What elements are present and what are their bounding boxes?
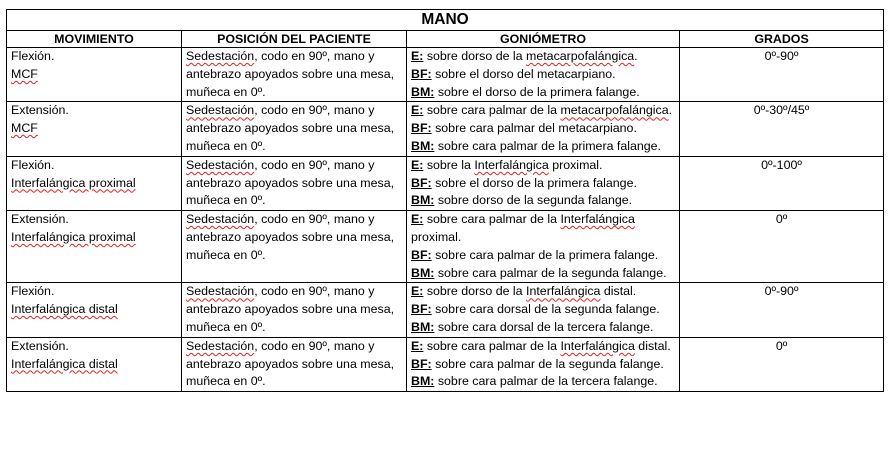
goniometer-term: Interfalángica: [474, 157, 549, 172]
goniometer-text: sobre cara palmar de la tercera falange.: [434, 374, 658, 389]
goniometer-text: sobre cara dorsal de la tercera falange.: [434, 319, 654, 334]
goniometer-text-end: .: [634, 49, 638, 63]
goniometer-term: Interfalángica: [560, 212, 635, 227]
position-keyword: Sedestación: [186, 212, 255, 227]
goniometer-text: sobre cara palmar del metacarpiano.: [431, 121, 637, 136]
movimiento-cell: [7, 211, 182, 283]
goniometer-key: BF:: [411, 247, 432, 262]
goniometer-key: BF:: [411, 356, 432, 371]
goniometer-term: Interfalángica: [560, 338, 635, 353]
goniometer-key: BM:: [411, 138, 435, 153]
goniometer-text: sobre cara palmar de la: [423, 212, 561, 227]
goniometro-cell: [407, 337, 680, 391]
position-keyword: Sedestación: [186, 103, 255, 118]
goniometro-cell: [407, 211, 680, 283]
goniometer-key: BF:: [411, 175, 432, 190]
posicion-cell: [182, 48, 407, 102]
table-row: [7, 156, 884, 210]
goniometer-term: metacarpofalángica: [560, 103, 669, 118]
goniometer-text: sobre cara palmar de la: [423, 103, 561, 118]
goniometer-line: [411, 319, 675, 337]
goniometer-term: Interfalángica: [526, 284, 601, 299]
movimiento-cell: [7, 48, 182, 102]
goniometry-table: [6, 9, 884, 392]
movimiento-cell: [7, 283, 182, 337]
goniometer-text-end: .: [668, 103, 673, 118]
joint-name: MCF: [11, 121, 38, 136]
goniometer-text: sobre dorso de la segunda falange.: [434, 193, 633, 208]
movimiento-cell: [7, 156, 182, 210]
goniometro-cell: [407, 102, 680, 156]
grados-cell: 0º-100º: [680, 156, 884, 210]
header-goniometro: GONIÓMETRO: [407, 31, 680, 48]
header-grados: GRADOS: [680, 31, 884, 48]
table-row: [7, 102, 884, 156]
goniometer-text: sobre cara palmar de la segunda falange.: [431, 356, 664, 371]
goniometer-line: [411, 247, 675, 265]
position-keyword: Sedestación: [186, 157, 255, 172]
goniometer-line: [411, 175, 675, 193]
goniometro-cell: [407, 48, 680, 102]
goniometro-cell: [407, 283, 680, 337]
grados-cell: 0º: [680, 211, 884, 283]
joint-name: Interfalángica distal: [11, 356, 118, 371]
goniometer-text-end: proximal.: [548, 157, 603, 172]
goniometer-term: metacarpofalángica: [526, 49, 635, 63]
posicion-cell: [182, 337, 407, 391]
grados-cell: 0º-90º: [680, 48, 884, 102]
goniometer-text: sobre cara palmar de la primera falange.: [431, 247, 659, 262]
goniometer-text: sobre la: [423, 157, 475, 172]
goniometer-key: BM:: [411, 84, 435, 99]
joint-name: MCF: [11, 66, 38, 81]
goniometer-line: [411, 265, 675, 283]
movement-name: Extensión.: [11, 212, 69, 227]
goniometer-key: E:: [411, 49, 424, 63]
movement-name: Extensión.: [11, 103, 69, 118]
goniometer-key: E:: [411, 284, 424, 299]
header-posicion: POSICIÓN DEL PACIENTE: [182, 31, 407, 48]
goniometer-text-end: distal.: [600, 284, 637, 299]
movement-name: Extensión.: [11, 338, 69, 353]
goniometer-text: sobre cara palmar de la segunda falange.: [434, 265, 667, 280]
table-row: [7, 283, 884, 337]
header-movimiento: MOVIMIENTO: [7, 31, 182, 48]
goniometer-text: sobre el dorso de la primera falange.: [434, 84, 640, 99]
position-text: , codo en 90º, mano y antebrazo apoyados sobre una mesa, muñeca en 0º.: [186, 49, 395, 99]
goniometer-line: [411, 102, 675, 120]
position-text: , codo en 90º, mano y antebrazo apoyados sobre una mesa, muñeca en 0º.: [186, 103, 395, 153]
table-body: [7, 48, 884, 392]
joint-name: Interfalángica proximal: [11, 229, 136, 244]
table-row: [7, 337, 884, 391]
goniometer-text-end: proximal.: [411, 229, 462, 244]
goniometer-line: [411, 356, 675, 374]
posicion-cell: [182, 156, 407, 210]
goniometer-line: [411, 84, 675, 102]
goniometer-key: E:: [411, 212, 424, 227]
goniometer-text: sobre dorso de la: [423, 284, 527, 299]
position-text: , codo en 90º, mano y antebrazo apoyados sobre una mesa, muñeca en 0º.: [186, 157, 395, 208]
movement-name: Flexión.: [11, 157, 55, 172]
goniometer-key: E:: [411, 157, 424, 172]
goniometer-line: [411, 138, 675, 156]
goniometer-key: BM:: [411, 319, 435, 334]
goniometer-text: sobre cara dorsal de la segunda falange.: [431, 302, 660, 317]
table-title: MANO: [7, 10, 884, 31]
movement-name: Flexión.: [11, 284, 55, 299]
goniometer-key: BM:: [411, 265, 435, 280]
goniometer-key: BF:: [411, 121, 432, 136]
goniometro-cell: [407, 156, 680, 210]
grados-cell: 0º-90º: [680, 283, 884, 337]
grados-cell: 0º-30º/45º: [680, 102, 884, 156]
goniometer-key: E:: [411, 103, 424, 118]
goniometer-line: [411, 373, 675, 391]
goniometer-key: BF:: [411, 66, 432, 81]
joint-name: Interfalángica distal: [11, 302, 118, 317]
goniometer-key: BF:: [411, 302, 432, 317]
table-row: [7, 48, 884, 102]
movimiento-cell: [7, 337, 182, 391]
goniometer-line: [411, 157, 675, 175]
position-text: , codo en 90º, mano y antebrazo apoyados sobre una mesa, muñeca en 0º.: [186, 212, 395, 262]
goniometer-line: [411, 192, 675, 210]
movement-name: Flexión.: [11, 49, 55, 63]
position-keyword: Sedestación: [186, 49, 255, 63]
goniometer-text: sobre el dorso de la primera falange.: [431, 175, 637, 190]
goniometer-text: sobre cara palmar de la primera falange.: [434, 138, 661, 153]
movimiento-cell: [7, 102, 182, 156]
goniometer-text: sobre cara palmar de la: [423, 338, 561, 353]
posicion-cell: [182, 211, 407, 283]
position-keyword: Sedestación: [186, 338, 255, 353]
posicion-cell: [182, 102, 407, 156]
goniometer-key: E:: [411, 338, 424, 353]
goniometer-line: [411, 301, 675, 319]
position-text: , codo en 90º, mano y antebrazo apoyados sobre una mesa, muñeca en 0º.: [186, 338, 395, 389]
posicion-cell: [182, 283, 407, 337]
goniometer-line: [411, 66, 675, 84]
goniometer-text: sobre el dorso del metacarpiano.: [431, 66, 616, 81]
position-keyword: Sedestación: [186, 284, 255, 299]
goniometer-key: BM:: [411, 193, 435, 208]
position-text: , codo en 90º, mano y antebrazo apoyados sobre una mesa, muñeca en 0º.: [186, 284, 395, 334]
goniometer-text-end: distal.: [634, 338, 671, 353]
goniometer-text: sobre dorso de la: [423, 49, 527, 63]
goniometer-line: [411, 283, 675, 301]
joint-name: Interfalángica proximal: [11, 175, 136, 190]
grados-cell: 0º: [680, 337, 884, 391]
goniometer-key: BM:: [411, 374, 435, 389]
goniometer-line: [411, 48, 675, 66]
goniometer-line: [411, 120, 675, 138]
goniometer-line: [411, 338, 675, 356]
table-row: [7, 211, 884, 283]
goniometer-line: [411, 211, 675, 247]
